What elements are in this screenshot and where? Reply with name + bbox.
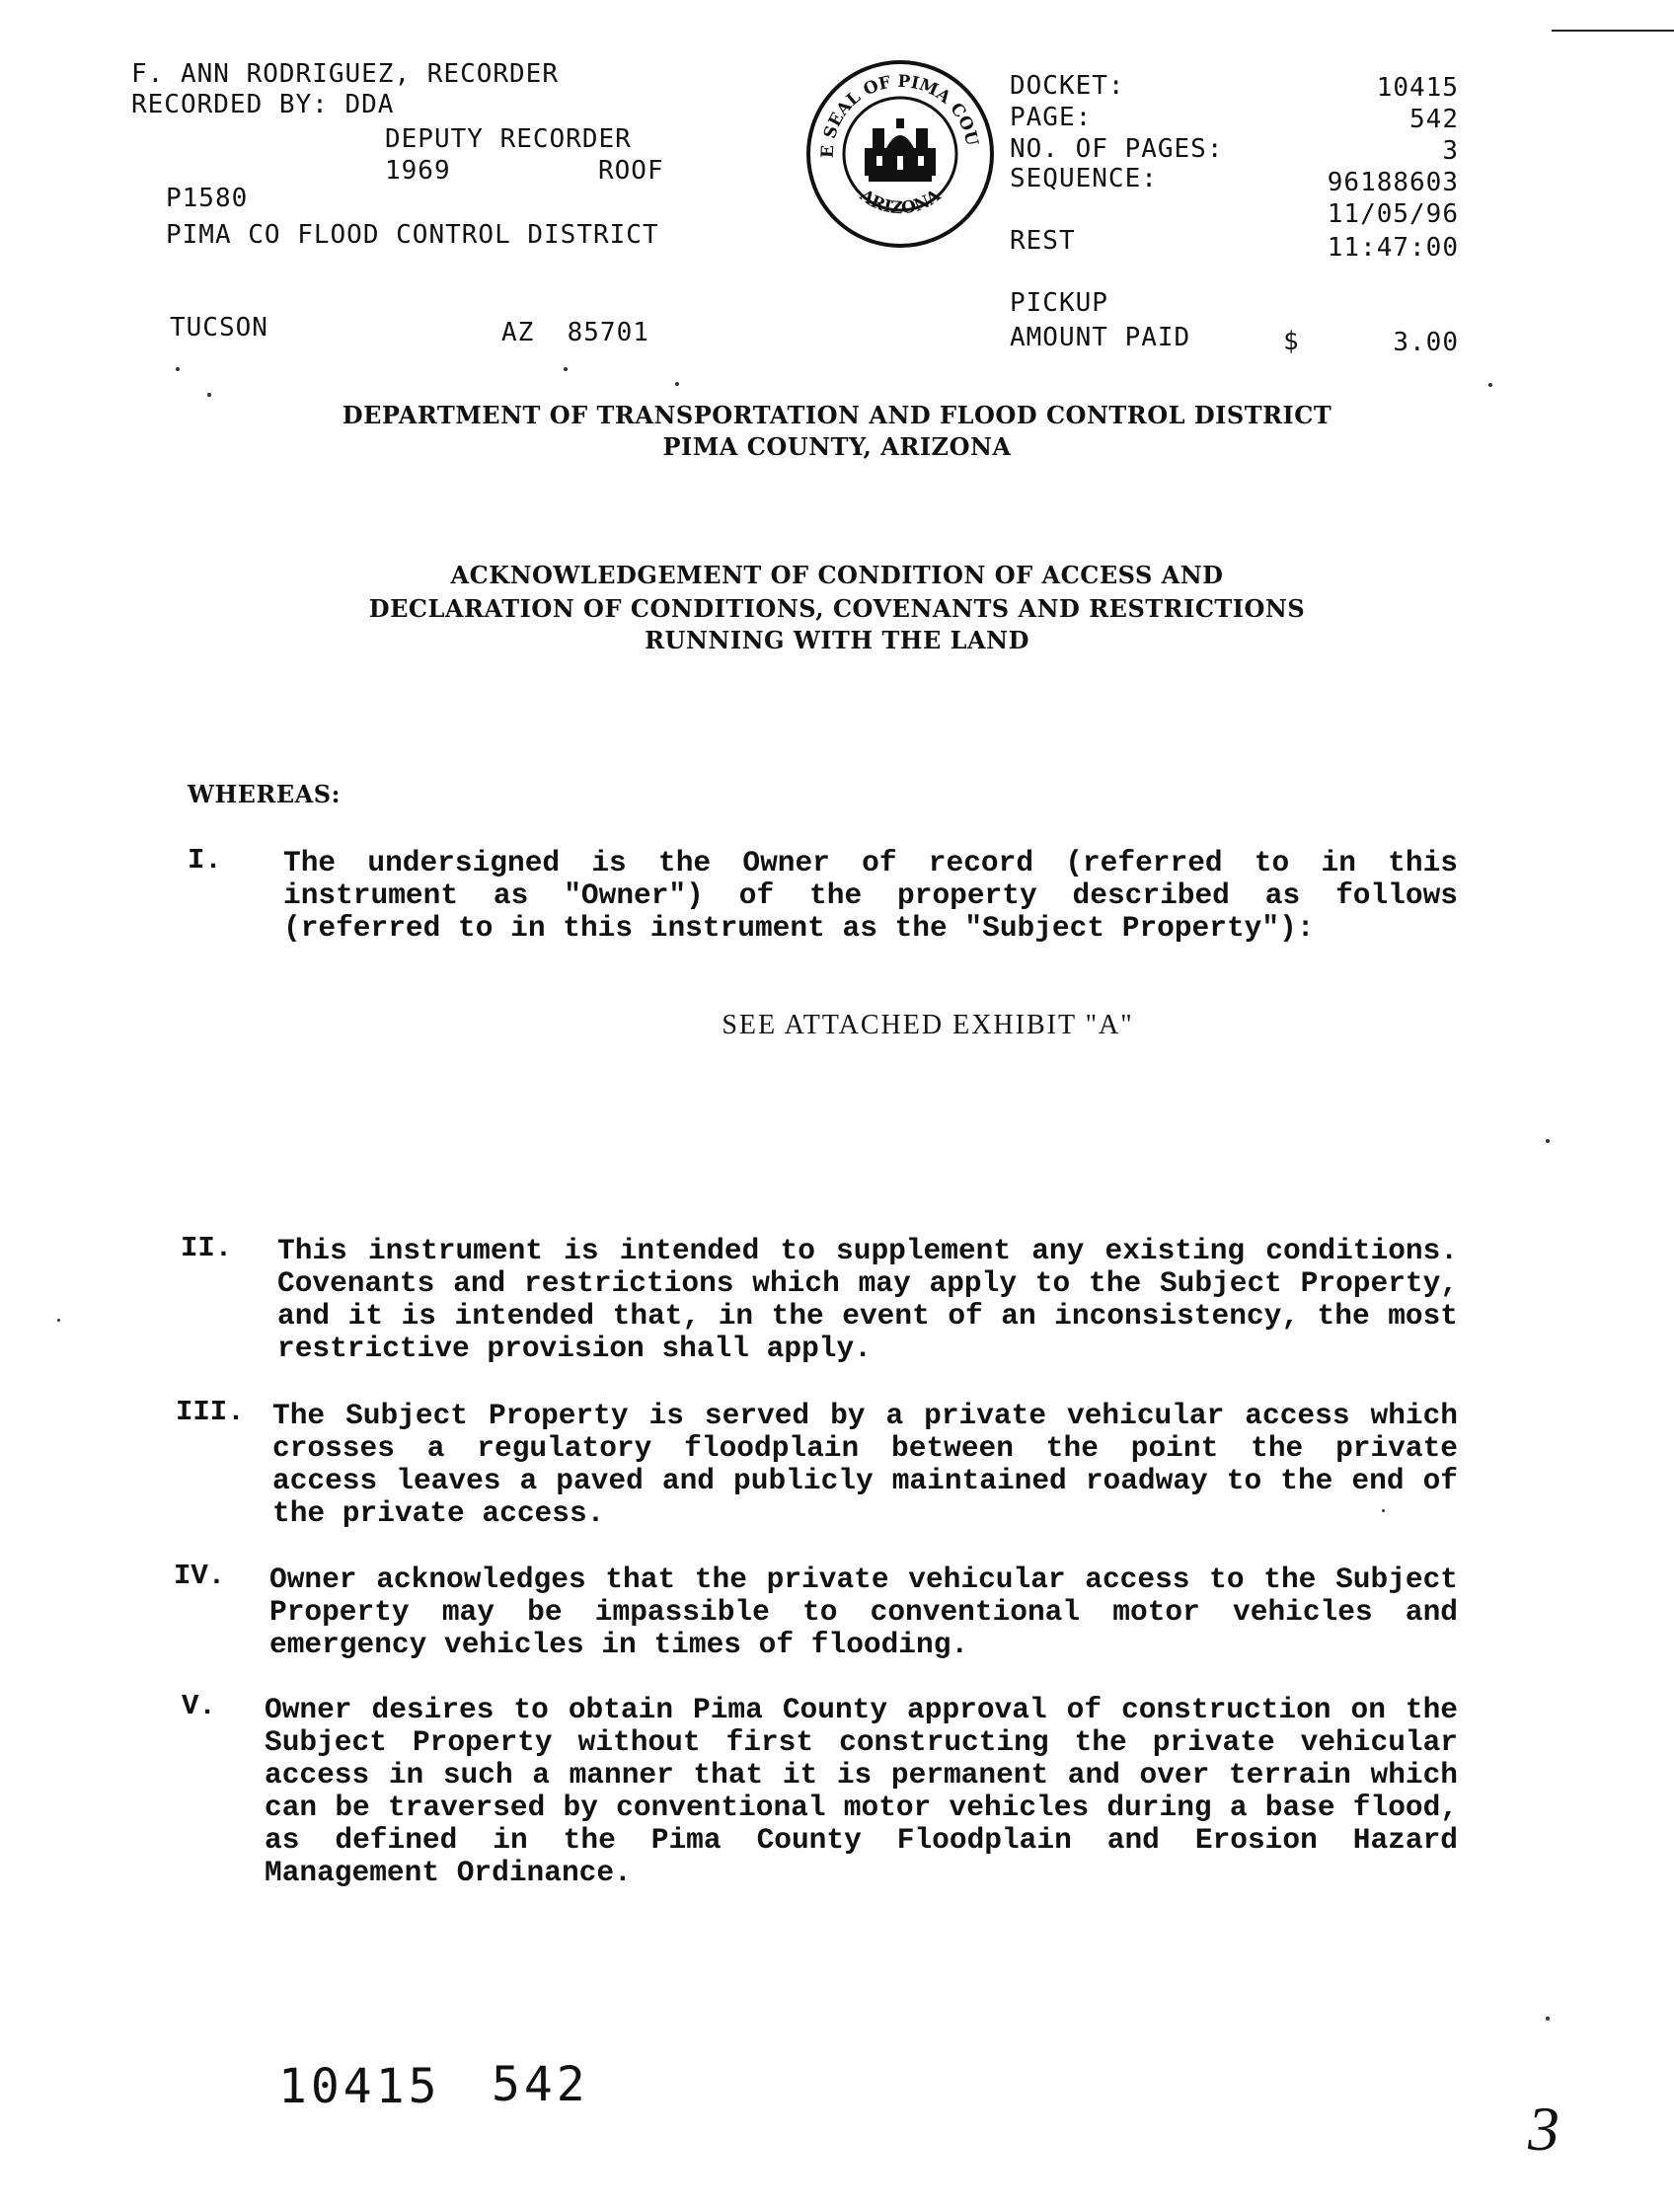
seal-top-text: E SEAL OF PIMA COU	[817, 71, 982, 159]
scan-speck	[1546, 1139, 1550, 1143]
item-number-3: III.	[176, 1396, 245, 1428]
state-zip: AZ 85701	[501, 318, 649, 347]
docket-label: DOCKET:	[1010, 71, 1125, 101]
scan-speck	[564, 367, 568, 371]
party-name: PIMA CO FLOOD CONTROL DISTRICT	[166, 220, 659, 250]
recorded-by: RECORDED BY: DDA	[131, 90, 395, 119]
item-number-5: V.	[182, 1690, 216, 1722]
corner-rule	[1552, 30, 1674, 32]
department-line-2: PIMA COUNTY, ARIZONA	[662, 432, 1012, 461]
code-roof: ROOF	[598, 156, 664, 186]
item-text-5: Owner desires to obtain Pima County approval of construction on the Subject Property without first constructing the private vehicular access in such a manner that it is permanent and over terrain which can be traversed by conventional motor vehicles during a base flood, as defined in the Pima County Floodplain and Erosion Hazard Management Ordinance.	[265, 1693, 1458, 1889]
title-line-3: RUNNING WITH THE LAND	[645, 626, 1029, 654]
scan-speck	[1546, 2017, 1550, 2021]
item-number-4: IV.	[174, 1560, 226, 1592]
rest-label: REST	[1010, 226, 1076, 256]
amount-value: 3.00	[1393, 328, 1459, 357]
title-line-2: DECLARATION OF CONDITIONS, COVENANTS AND RESTRICTIONS	[368, 594, 1306, 623]
item-text-1: The undersigned is the Owner of record (referred to in this instrument as "Owner") of the property described as follows (referred to in this instrument as the "Subject Property"):	[283, 846, 1458, 945]
docket-value: 10415	[1376, 73, 1459, 103]
sequence-label: SEQUENCE:	[1010, 164, 1158, 193]
footer-docket-stamp: 10415	[278, 2059, 441, 2114]
scan-speck	[1488, 383, 1492, 387]
page-value: 542	[1409, 105, 1459, 134]
currency-symbol: $	[1283, 327, 1300, 356]
item-text-3: The Subject Property is served by a private vehicular access which crosses a regulatory floodplain between the point the private access leaves a paved and publicly maintained roadway to the end of the private access.	[272, 1399, 1458, 1530]
scan-speck	[675, 382, 679, 386]
deputy-recorder: DEPUTY RECORDER	[385, 124, 632, 154]
page-label: PAGE:	[1010, 103, 1093, 132]
scan-speck	[57, 1319, 60, 1322]
sequence-value: 96188603	[1327, 168, 1459, 197]
pickup-label: PICKUP	[1010, 288, 1108, 318]
amount-label: AMOUNT PAID	[1010, 323, 1191, 352]
seal-bottom-text: ARIZONA	[856, 186, 945, 219]
county-seal	[803, 57, 997, 251]
footer-page-stamp: 542	[492, 2057, 589, 2112]
exhibit-reference: SEE ATTACHED EXHIBIT "A"	[722, 1010, 1134, 1040]
title-line-1: ACKNOWLEDGEMENT OF CONDITION OF ACCESS AND	[450, 561, 1224, 589]
recorder-name: F. ANN RODRIGUEZ, RECORDER	[131, 59, 559, 89]
code-1969: 1969	[385, 156, 451, 186]
whereas-label: WHEREAS:	[188, 780, 341, 808]
scan-speck	[1382, 1509, 1385, 1512]
pages-label: NO. OF PAGES:	[1010, 134, 1224, 164]
record-time: 11:47:00	[1327, 233, 1459, 263]
department-line-1: DEPARTMENT OF TRANSPORTATION AND FLOOD CONTROL DISTRICT	[342, 401, 1332, 429]
city: TUCSON	[170, 313, 268, 343]
scan-speck	[176, 367, 180, 371]
record-date: 11/05/96	[1327, 199, 1459, 229]
handwritten-page-number: 3	[1528, 2094, 1560, 2164]
item-text-4: Owner acknowledges that the private vehicular access to the Subject Property may be impassible to conventional motor vehicles and emergency vehicles in times of flooding.	[269, 1563, 1458, 1661]
item-number-1: I.	[188, 844, 222, 877]
scan-speck	[207, 393, 211, 397]
item-number-2: II.	[181, 1232, 233, 1264]
pages-value: 3	[1442, 136, 1459, 166]
item-text-2: This instrument is intended to supplement any existing conditions. Covenants and restrictions which may apply to the Subject Property, and it is intended that, in the event of an inconsistency, the most restrictive provision shall apply.	[277, 1234, 1458, 1365]
party-code: P1580	[166, 184, 249, 213]
